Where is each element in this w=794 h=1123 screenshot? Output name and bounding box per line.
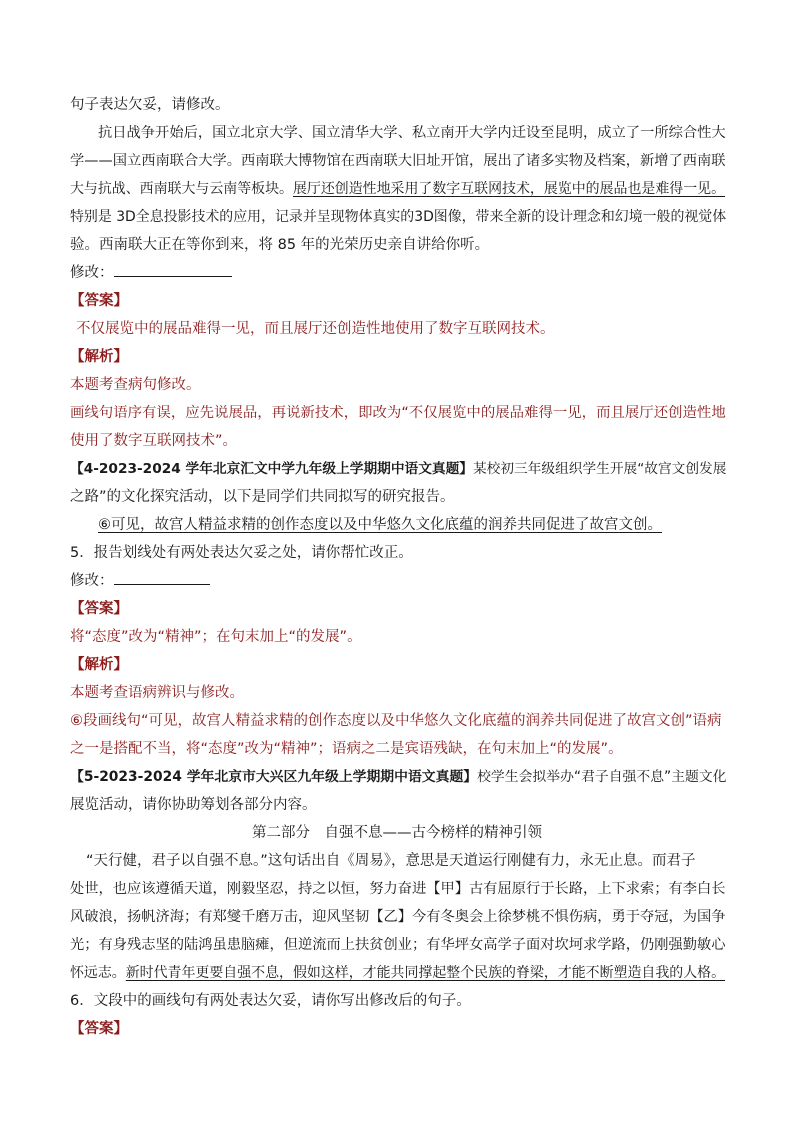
section-title: 第二部分 自强不息——古今榜样的精神引领 bbox=[252, 825, 542, 841]
question-text: 5．报告划线处有两处表达欠妥之处，请你帮忙改正。 bbox=[70, 545, 413, 561]
analysis-label: 【解析】 bbox=[70, 657, 128, 673]
analysis-text: 使用了数字互联网技术”。 bbox=[70, 433, 238, 449]
analysis-text: 本题考查病句修改。 bbox=[70, 377, 201, 393]
question-source-line: 【4-2023-2024 学年北京汇文中学九年级上学期期中语文真题】某校初三年级组织学生开展“故宫文创发展 bbox=[70, 461, 727, 477]
analysis-text: 之一是搭配不当，将“态度”改为“精神”；语病之二是宾语残缺，在句末加上“的发展”。 bbox=[70, 741, 623, 757]
question-intro: 展览活动，请你协助筹划各部分内容。 bbox=[70, 797, 317, 813]
passage-line: 处世，也应该遵循天道，刚毅坚忍，持之以恒，努力奋进【甲】古有屈原行于长路，上下求索；有李白长 bbox=[70, 881, 726, 897]
answer-text: 将“态度”改为“精神”；在句末加上“的发展”。 bbox=[70, 629, 362, 645]
passage-line: “天行健，君子以自强不息。”这句话出自《周易》，意思是天道运行刚健有力，永无止息。而君子 bbox=[86, 853, 696, 869]
question-source-line: 【5-2023-2024 学年北京市大兴区九年级上学期期中语文真题】校学生会拟举办“君子自强不息”主题文化 bbox=[70, 769, 727, 785]
analysis-label: 【解析】 bbox=[70, 349, 128, 365]
answer-blank[interactable] bbox=[114, 570, 210, 585]
underlined-sentence: ⑥可见，故宫人精益求精的创作态度以及中华悠久文化底蕴的润养共同促进了故宫文创。 bbox=[98, 517, 662, 533]
underlined-sentence: 新时代青年更要自强不息，假如这样，才能共同撑起整个民族的脊梁，才能不断塑造自我的人格。 bbox=[125, 965, 726, 981]
passage-line: 学——国立西南联合大学。西南联大博物馆在西南联大旧址开馆，展出了诸多实物及档案，新增了西南联 bbox=[70, 153, 726, 169]
passage-line: 特别是 3D全息投影技术的应用，记录并呈现物体真实的3D图像，带来全新的设计理念和幻境一般的视觉体 bbox=[70, 209, 727, 225]
fix-line: 修改： bbox=[70, 570, 210, 592]
answer-label: 【答案】 bbox=[70, 1021, 128, 1037]
passage-line: 怀远志。新时代青年更要自强不息，假如这样，才能共同撑起整个民族的脊梁，才能不断塑造自我的人格。 bbox=[70, 965, 726, 981]
passage-line: 大与抗战、西南联大与云南等板块。展厅还创造性地采用了数字互联网技术，展览中的展品也是难得一见。 bbox=[70, 181, 726, 197]
answer-blank[interactable] bbox=[114, 262, 232, 277]
passage-line: 抗日战争开始后，国立北京大学、国立清华大学、私立南开大学内迁设至昆明，成立了一所综合性大 bbox=[98, 125, 726, 141]
question-text: 6．文段中的画线句有两处表达欠妥，请你写出修改后的句子。 bbox=[70, 993, 471, 1009]
answer-label: 【答案】 bbox=[70, 293, 128, 309]
question-intro: 之路”的文化探究活动，以下是同学们共同拟写的研究报告。 bbox=[70, 489, 455, 505]
answer-label: 【答案】 bbox=[70, 601, 128, 617]
passage-line: 风破浪，扬帆济海；有郑燮千磨万击，迎风坚韧【乙】今有冬奥会上徐梦桃不惧伤病，勇于夺冠，为国争 bbox=[70, 909, 726, 925]
passage-line: 验。西南联大正在等你到来，将 85 年的光荣历史亲自讲给你听。 bbox=[70, 237, 490, 253]
analysis-text: 本题考查语病辨识与修改。 bbox=[70, 685, 244, 701]
analysis-text: ⑥段画线句“可见，故宫人精益求精的创作态度以及中华悠久文化底蕴的润养共同促进了故宫文创”语病 bbox=[70, 713, 722, 729]
answer-text: 不仅展览中的展品难得一见，而且展厅还创造性地使用了数字互联网技术。 bbox=[76, 321, 555, 337]
fix-line: 修改： bbox=[70, 262, 232, 284]
question-source: 【4-2023-2024 学年北京汇文中学九年级上学期期中语文真题】 bbox=[70, 461, 473, 477]
question-source: 【5-2023-2024 学年北京市大兴区九年级上学期期中语文真题】 bbox=[70, 769, 478, 785]
analysis-text: 画线句语序有误，应先说展品，再说新技术，即改为“不仅展览中的展品难得一见，而且展厅还创造性地 bbox=[70, 405, 726, 421]
passage-line: 光；有身残志坚的陆鸿虽患脑瘫，但逆流而上扶贫创业；有华坪女高学子面对坎坷求学路，仍刚强勤敏心 bbox=[70, 937, 726, 953]
underlined-sentence: 展厅还创造性地采用了数字互联网技术，展览中的展品也是难得一见。 bbox=[293, 181, 726, 197]
question-intro-tail: 句子表达欠妥，请修改。 bbox=[70, 97, 230, 113]
